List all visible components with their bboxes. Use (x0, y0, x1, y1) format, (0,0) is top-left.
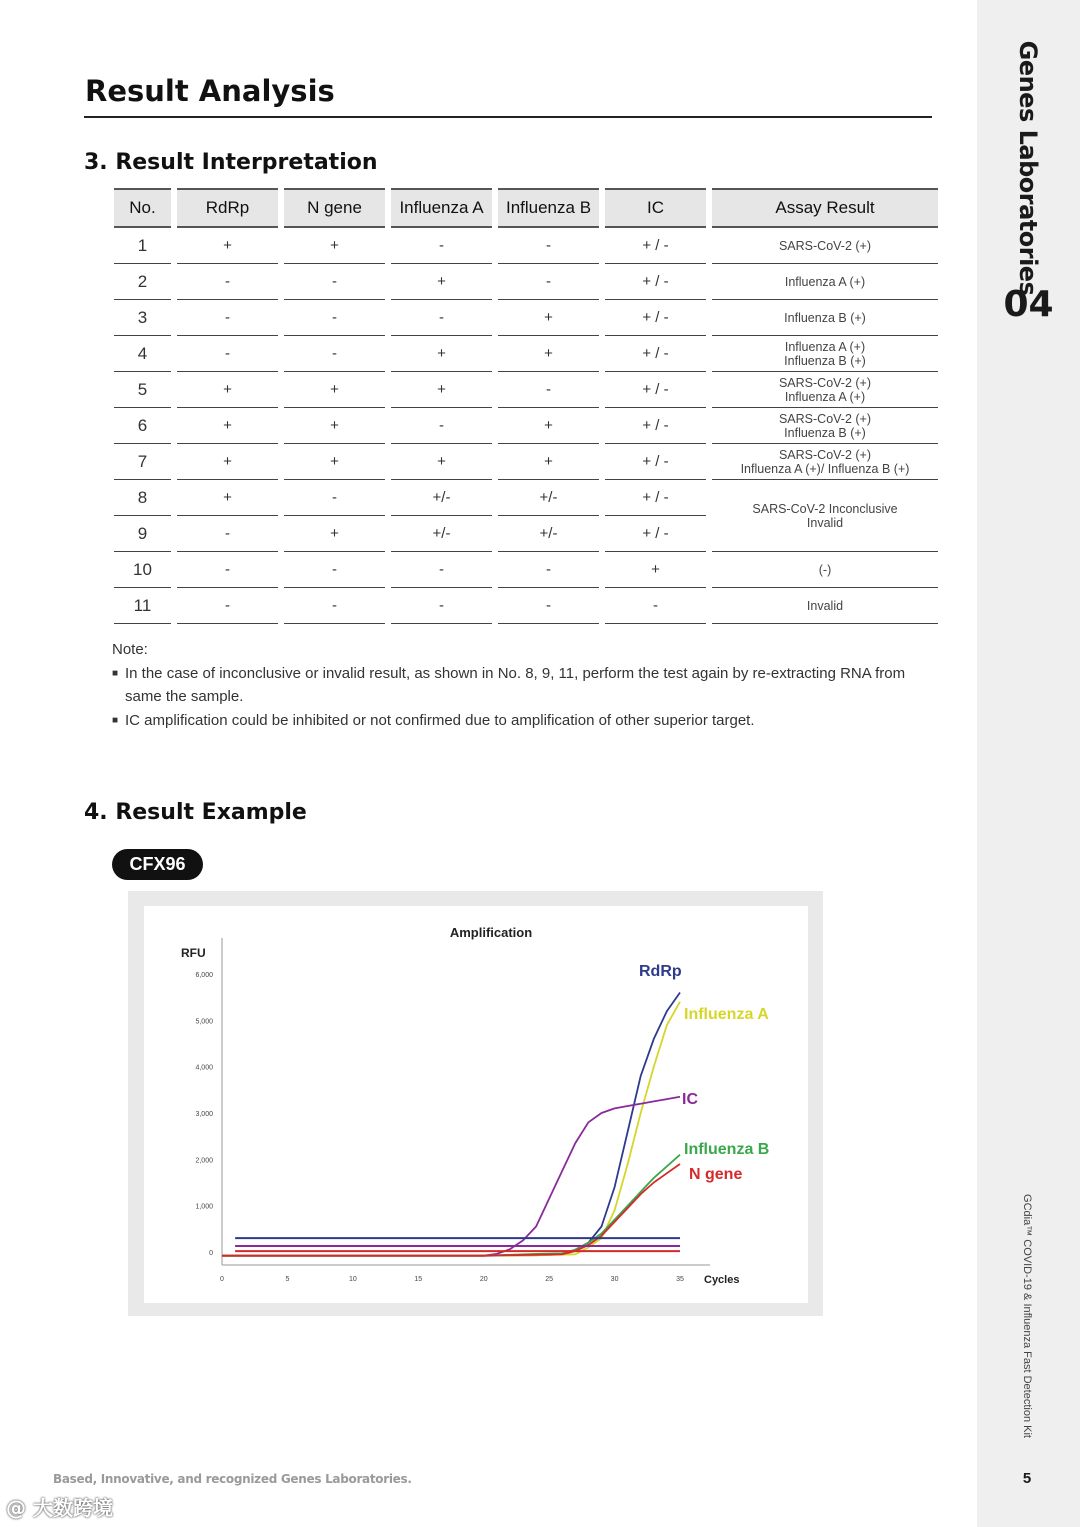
cell-influenza-a: + (391, 336, 492, 372)
note-text: In the case of inconclusive or invalid result, as shown in No. 8, 9, 11, perform the test again by re-extracting RNA from same the sample. (125, 664, 906, 705)
assay-result-line: Influenza A (+) (784, 339, 866, 354)
column-header-rdrp: RdRp (177, 188, 278, 228)
y-tick-label: 2,000 (195, 1157, 213, 1165)
section-number: 04 (1003, 284, 1054, 325)
cell-ngene: - (284, 552, 385, 588)
series-labels (639, 963, 769, 1183)
cell-rdrp: + (177, 228, 278, 264)
cell-no: 11 (114, 588, 171, 624)
chart-y-axis-label: RFU (181, 946, 206, 960)
x-tick-label: 10 (348, 1276, 357, 1283)
cell-influenza-a: - (391, 408, 492, 444)
section-heading-interpretation: 3. Result Interpretation (84, 150, 378, 175)
cell-ic: + / - (605, 300, 706, 336)
cell-no: 4 (114, 336, 171, 372)
cell-influenza-b: - (498, 264, 599, 300)
assay-result-line: (-) (818, 562, 832, 577)
cell-rdrp: - (177, 300, 278, 336)
bullet-icon: ■ (112, 714, 119, 726)
y-tick-labels (195, 972, 213, 1257)
x-tick-label: 35 (676, 1276, 684, 1283)
series-label-n-gene: N gene (689, 1166, 743, 1183)
x-tick-labels (220, 1276, 684, 1283)
cell-influenza-b: - (498, 552, 599, 588)
cell-ic: + / - (605, 444, 706, 480)
cell-rdrp: + (177, 444, 278, 480)
cell-influenza-a: - (391, 588, 492, 624)
cell-rdrp: + (177, 372, 278, 408)
cell-influenza-b: +/- (498, 480, 599, 516)
column-header-ngene: N gene (284, 188, 385, 228)
cell-ngene: + (284, 372, 385, 408)
column-header-assay-result: Assay Result (712, 188, 938, 228)
series-label-rdrp: RdRp (639, 963, 682, 980)
watermark: @ 大数跨境 (6, 1496, 113, 1520)
page-title: Result Analysis (85, 74, 335, 108)
assay-result-line: SARS-CoV-2 (+) (778, 375, 872, 390)
cell-no: 3 (114, 300, 171, 336)
cell-influenza-a: + (391, 444, 492, 480)
x-tick-label: 5 (285, 1276, 290, 1283)
cell-influenza-a: + (391, 372, 492, 408)
assay-result-line: Invalid (806, 598, 844, 613)
cell-no: 6 (114, 408, 171, 444)
notes-label: Note: (112, 641, 148, 658)
assay-result-line: Influenza B (+) (784, 425, 866, 440)
series-line-influenza-a (222, 1002, 680, 1256)
cell-ngene: + (284, 516, 385, 552)
cell-ic: + / - (605, 264, 706, 300)
cell-ngene: + (284, 408, 385, 444)
cell-ngene: + (284, 228, 385, 264)
cell-ic: + / - (605, 516, 706, 552)
x-tick-label: 25 (545, 1276, 554, 1283)
assay-result-line: Influenza B (+) (784, 310, 866, 325)
cell-no: 7 (114, 444, 171, 480)
column-header-ic: IC (605, 188, 706, 228)
footer-tagline: Based, Innovative, and recognized Genes Laboratories. (53, 1472, 412, 1486)
assay-result-line: Invalid (806, 515, 844, 530)
cell-ic: + / - (605, 408, 706, 444)
chart-x-axis-label: Cycles (704, 1274, 740, 1286)
cell-ngene: - (284, 300, 385, 336)
cell-rdrp: - (177, 336, 278, 372)
cell-rdrp: - (177, 588, 278, 624)
assay-result-line: SARS-CoV-2 (+) (778, 411, 872, 426)
assay-result-line: Influenza A (+) (784, 389, 866, 404)
brand-name-vertical: Genes Laboratories (1014, 40, 1042, 296)
cell-ic: - (605, 588, 706, 624)
cell-no: 5 (114, 372, 171, 408)
y-tick-label: 1,000 (195, 1203, 213, 1211)
cell-influenza-a: - (391, 228, 492, 264)
cell-ngene: - (284, 588, 385, 624)
column-header-no: No. (114, 188, 171, 228)
y-tick-label: 5,000 (195, 1018, 213, 1026)
cell-no: 10 (114, 552, 171, 588)
y-tick-label: 0 (209, 1250, 213, 1257)
cell-influenza-b: + (498, 408, 599, 444)
cell-influenza-b: +/- (498, 516, 599, 552)
y-tick-label: 4,000 (195, 1064, 213, 1072)
assay-result-line: Influenza A (+) (784, 274, 866, 289)
cell-influenza-a: - (391, 300, 492, 336)
cell-no: 8 (114, 480, 171, 516)
cell-no: 1 (114, 228, 171, 264)
cell-influenza-a: - (391, 552, 492, 588)
cell-rdrp: - (177, 516, 278, 552)
assay-result-line: SARS-CoV-2 (+) (778, 238, 872, 253)
cell-influenza-a: +/- (391, 480, 492, 516)
x-tick-label: 15 (414, 1276, 423, 1283)
cell-rdrp: - (177, 552, 278, 588)
cell-rdrp: - (177, 264, 278, 300)
cell-influenza-b: + (498, 300, 599, 336)
bullet-icon: ■ (112, 667, 119, 679)
x-tick-label: 30 (610, 1276, 619, 1283)
chart-frame (128, 891, 823, 1316)
assay-result-line: Influenza A (+)/ Influenza B (+) (740, 461, 910, 476)
series-line-n-gene (222, 1164, 680, 1256)
x-tick-label: 0 (220, 1276, 224, 1283)
cell-influenza-b: + (498, 444, 599, 480)
series-lines (222, 993, 680, 1256)
column-header-influenza-a: Influenza A (391, 188, 492, 228)
y-tick-label: 3,000 (195, 1111, 213, 1118)
cell-no: 2 (114, 264, 171, 300)
page-number: 5 (1022, 1470, 1032, 1487)
cell-influenza-a: +/- (391, 516, 492, 552)
note-text: IC amplification could be inhibited or not confirmed due to amplification of other superior target. (125, 711, 755, 729)
cell-ngene: - (284, 480, 385, 516)
cell-rdrp: + (177, 408, 278, 444)
cell-ic: + (605, 552, 706, 588)
cell-ic: + / - (605, 480, 706, 516)
cell-influenza-b: - (498, 372, 599, 408)
series-line-influenza-b (222, 1155, 680, 1256)
cell-influenza-b: + (498, 336, 599, 372)
cell-ic: + / - (605, 336, 706, 372)
cell-rdrp: + (177, 480, 278, 516)
y-tick-label: 6,000 (195, 972, 213, 979)
cell-ngene: - (284, 336, 385, 372)
assay-result-line: SARS-CoV-2 (+) (778, 447, 872, 462)
cell-influenza-a: + (391, 264, 492, 300)
product-name-vertical: GCdia™ COVID-19 & Influenza Fast Detection Kit (1021, 1194, 1033, 1438)
cell-influenza-b: - (498, 588, 599, 624)
column-header-influenza-b: Influenza B (498, 188, 599, 228)
section-heading-example: 4. Result Example (84, 800, 307, 825)
cell-no: 9 (114, 516, 171, 552)
cell-ngene: - (284, 264, 385, 300)
series-label-ic: IC (682, 1091, 698, 1108)
assay-result-line: SARS-CoV-2 Inconclusive (752, 501, 898, 516)
assay-result-line: Influenza B (+) (784, 353, 866, 368)
series-label-influenza-a: Influenza A (684, 1006, 769, 1023)
series-label-influenza-b: Influenza B (684, 1141, 770, 1158)
series-line-ic (222, 1097, 680, 1256)
cell-ic: + / - (605, 228, 706, 264)
cell-ngene: + (284, 444, 385, 480)
cell-influenza-b: - (498, 228, 599, 264)
x-tick-label: 20 (479, 1276, 488, 1283)
chart-title: Amplification (449, 925, 533, 940)
cell-ic: + / - (605, 372, 706, 408)
instrument-badge: CFX96 (112, 849, 203, 880)
chart-panel (144, 906, 808, 1303)
